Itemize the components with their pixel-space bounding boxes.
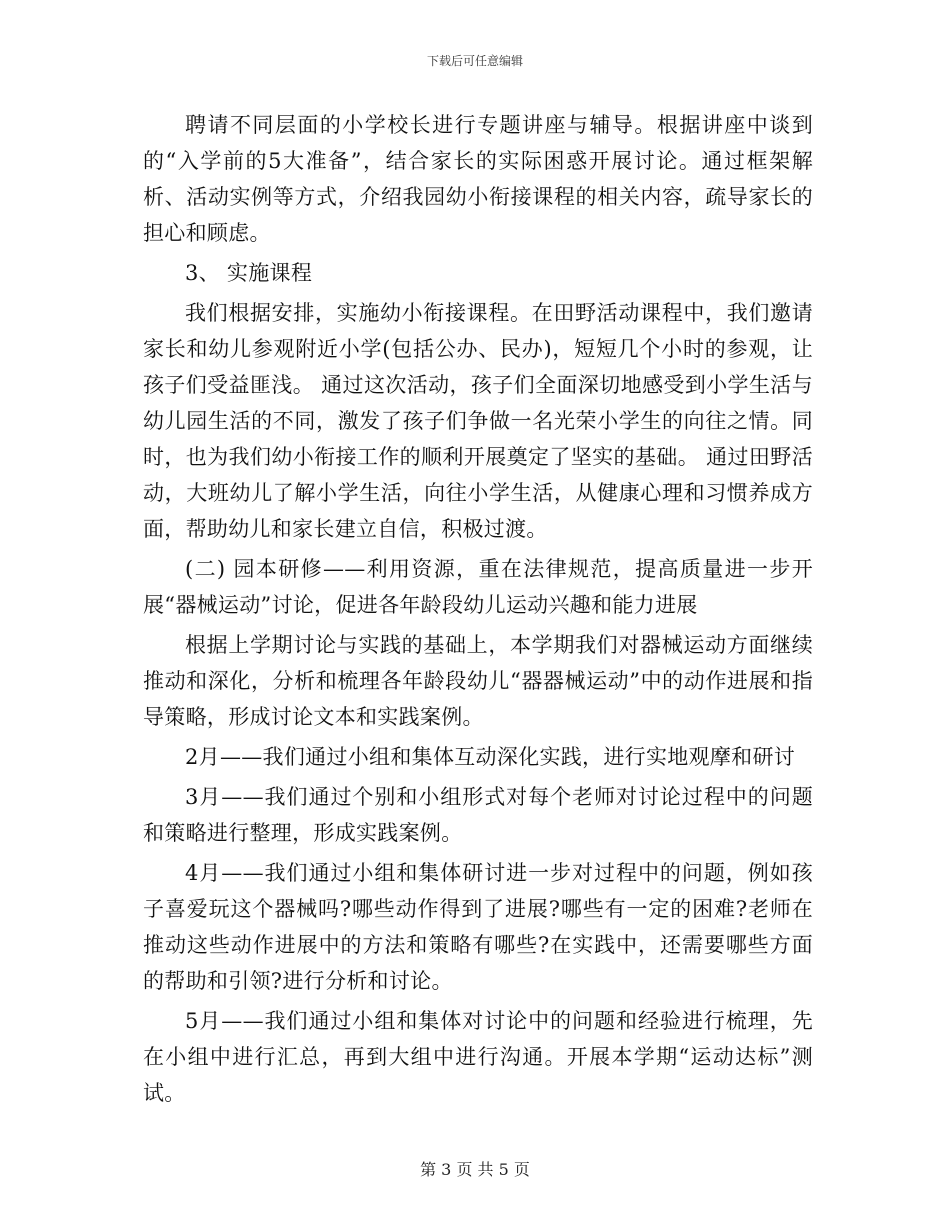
paragraph-lecture: 聘请不同层面的小学校长进行专题讲座与辅导。根据讲座中谈到的“入学前的5大准备”，结合家长的实际困惑开展讨论。通过框架解析、活动实例等方式，介绍我园幼小衔接课程的相关内容，疏导家长的担心和顾虑。 xyxy=(143,113,813,245)
page-footer: 第 3 页 共 5 页 xyxy=(420,1160,530,1179)
page-header: 下载后可任意编辑 xyxy=(426,54,523,68)
paragraph-february: 2月——我们通过小组和集体互动深化实践，进行实地观摩和研讨 xyxy=(185,745,796,769)
section-heading-implement-course: 3、 实施课程 xyxy=(185,261,313,285)
document-body xyxy=(143,107,813,1111)
paragraph-field-activity: 我们根据安排，实施幼小衔接课程。在田野活动课程中，我们邀请家长和幼儿参观附近小学(包括公办、民办)，短短几个小时的参观，让孩子们受益匪浅。 通过这次活动，孩子们全面深切地感受到小学生活与幼儿园生活的不同，激发了孩子们争做一名光荣小学生的向往之情。同时，也为我们幼小衔接工作的顺利开展奠定了坚实的基础。 通过田野活动，大班幼儿了解小学生活，向往小学生活，从健康心理和习惯养成方面，帮助幼儿和家长建立自信，积极过渡。 xyxy=(143,301,813,541)
section-heading-school-research: (二) 园本研修——利用资源，重在法律规范，提高质量进一步开展“器械运动”讨论，促进各年龄段幼儿运动兴趣和能力进展 xyxy=(143,557,813,617)
paragraph-may: 5月——我们通过小组和集体对讨论中的问题和经验进行梳理，先在小组中进行汇总，再到大组中进行沟通。开展本学期“运动达标”测试。 xyxy=(143,1009,813,1105)
paragraph-march: 3月——我们通过个别和小组形式对每个老师对讨论过程中的问题和策略进行整理，形成实践案例。 xyxy=(143,785,813,845)
paragraph-research-basis: 根据上学期讨论与实践的基础上，本学期我们对器械运动方面继续推动和深化，分析和梳理各年龄段幼儿“器器械运动”中的动作进展和指导策略，形成讨论文本和实践案例。 xyxy=(143,633,813,729)
paragraph-april: 4月——我们通过小组和集体研讨进一步对过程中的问题，例如孩子喜爱玩这个器械吗?哪些动作得到了进展?哪些有一定的困难?老师在推动这些动作进展中的方法和策略有哪些?在实践中，还需要哪些方面的帮助和引领?进行分析和讨论。 xyxy=(143,861,813,993)
